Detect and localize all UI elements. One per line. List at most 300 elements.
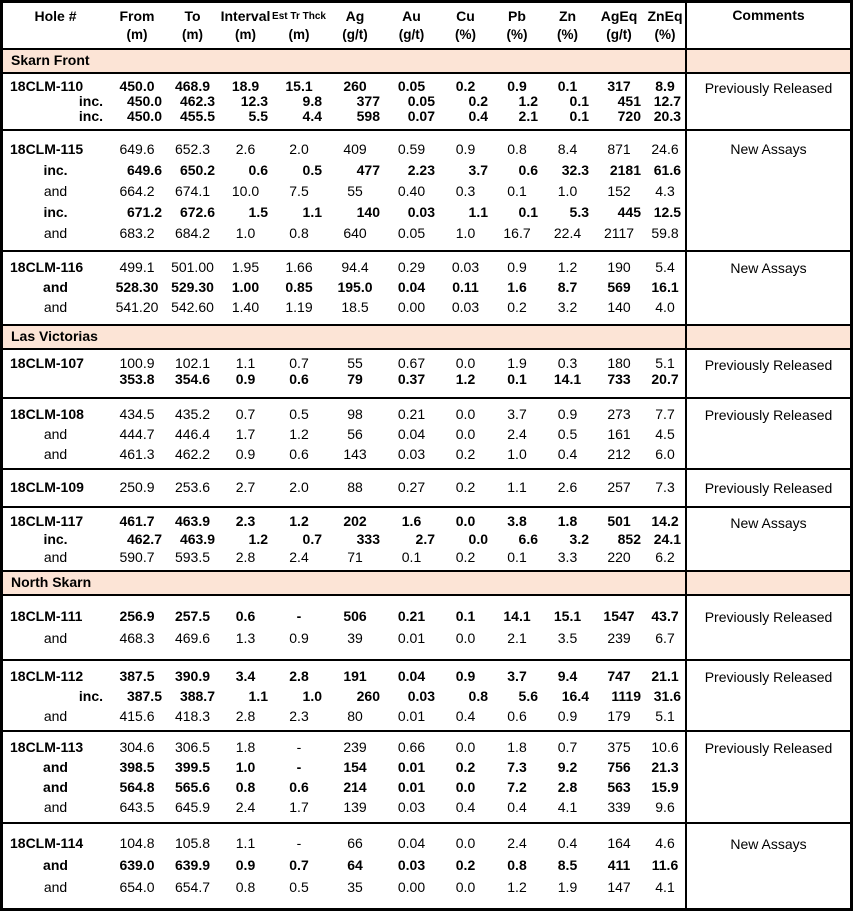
cell-est-tr-thck: 0.5 xyxy=(302,161,322,178)
cell-zn: 0.1 xyxy=(557,78,578,94)
cell-interval: 1.7 xyxy=(235,426,256,442)
hole-group-rows xyxy=(3,131,685,250)
cell-est-tr-thck: 0.8 xyxy=(289,224,309,241)
cell-from: 353.8 xyxy=(119,371,155,387)
cell-to: 388.7 xyxy=(179,688,215,704)
table-row xyxy=(3,832,685,854)
cell-ageq: 164 xyxy=(607,835,631,851)
cell-from: 444.7 xyxy=(119,426,155,442)
cell-ageq: 733 xyxy=(607,371,631,387)
cell-est-tr-thck: 2.8 xyxy=(289,668,309,684)
cell-to: 306.5 xyxy=(174,739,211,755)
cell-zn: 0.9 xyxy=(557,708,578,724)
cell-ageq: 212 xyxy=(607,446,631,462)
cell-interval: 1.00 xyxy=(231,279,260,295)
cell-interval: 10.0 xyxy=(231,182,260,199)
cell-zneq: 6.0 xyxy=(655,446,675,462)
cell-pb: 2.4 xyxy=(507,426,527,442)
cell-to: 674.1 xyxy=(174,182,211,199)
cell-ag: 477 xyxy=(356,161,380,178)
cell-interval: 1.1 xyxy=(235,355,256,371)
cell-interval: 1.5 xyxy=(248,203,268,220)
cell-cu: 0.0 xyxy=(455,426,476,442)
cell-est-tr-thck: 4.4 xyxy=(302,108,322,124)
cell-cu: 0.0 xyxy=(455,779,476,795)
cell-est-tr-thck: - xyxy=(296,759,302,775)
cell-ag: 598 xyxy=(356,108,380,124)
table-row xyxy=(3,201,685,222)
cell-ag: 94.4 xyxy=(341,259,369,275)
cell-ageq: 339 xyxy=(607,799,631,815)
hole-id: 18CLM-110 xyxy=(10,78,84,94)
cell-zn: 8.7 xyxy=(557,279,578,295)
cell-ag: 88 xyxy=(347,479,363,495)
cell-interval: 2.4 xyxy=(235,799,256,815)
cell-au: 0.04 xyxy=(397,279,426,295)
cell-est-tr-thck: 15.1 xyxy=(285,78,313,94)
hole-id: 18CLM-111 xyxy=(10,608,83,624)
cell-from: 639.0 xyxy=(119,857,155,873)
cell-zn: 2.6 xyxy=(557,479,578,495)
cell-from: 468.3 xyxy=(119,630,155,646)
table-row xyxy=(3,797,685,817)
table-row xyxy=(3,371,685,387)
cell-interval: 0.9 xyxy=(235,857,256,873)
cell-zneq: 7.7 xyxy=(655,406,675,422)
cell-interval: 0.6 xyxy=(248,161,268,178)
column-header-zneq xyxy=(645,3,685,48)
hole-id: 18CLM-113 xyxy=(10,739,84,755)
cell-from: 649.6 xyxy=(126,161,162,178)
cell-to: 455.5 xyxy=(179,108,215,124)
group-comment: Previously Released xyxy=(685,350,850,397)
cell-cu: 0.0 xyxy=(455,630,476,646)
cell-pb: 3.7 xyxy=(507,406,527,422)
cell-interval: 0.8 xyxy=(235,779,256,795)
cell-est-tr-thck: 0.9 xyxy=(289,630,309,646)
cell-from: 387.5 xyxy=(119,668,155,684)
cell-interval: 1.95 xyxy=(231,259,260,275)
cell-au: 0.04 xyxy=(397,426,426,442)
cell-ageq: 257 xyxy=(607,479,631,495)
cell-interval: 0.6 xyxy=(235,608,256,624)
cell-au: 0.21 xyxy=(397,406,426,422)
cell-from: 664.2 xyxy=(119,182,155,199)
cell-ageq: 220 xyxy=(607,549,631,565)
table-row xyxy=(3,686,685,706)
cell-zneq: 10.6 xyxy=(651,739,679,755)
cell-pb: 2.1 xyxy=(507,630,527,646)
hole-group-18clm-113 xyxy=(3,732,850,824)
column-header-from xyxy=(108,3,166,48)
table-row xyxy=(3,93,685,108)
table-row xyxy=(3,404,685,424)
hole-group-rows xyxy=(3,596,685,659)
cell-zneq: 12.7 xyxy=(653,93,681,109)
cell-cu: 0.2 xyxy=(468,93,488,109)
column-unit: (m) xyxy=(126,27,148,42)
hole-group-18clm-110 xyxy=(3,74,850,131)
cell-interval: 2.6 xyxy=(235,140,256,157)
cell-pb: 0.8 xyxy=(507,140,527,157)
cell-zn: 1.2 xyxy=(557,259,578,275)
cell-cu: 0.9 xyxy=(455,140,476,157)
hole-id: 18CLM-109 xyxy=(10,479,84,495)
cell-est-tr-thck: - xyxy=(296,835,302,851)
cell-ag: 409 xyxy=(343,140,367,157)
table-row xyxy=(3,530,685,548)
column-unit: (%) xyxy=(654,27,676,42)
column-label: Pb xyxy=(508,8,526,24)
cell-zneq: 4.6 xyxy=(655,835,675,851)
column-unit: (g/t) xyxy=(606,27,632,42)
group-comment: Previously Released xyxy=(685,661,850,730)
cell-pb: 1.2 xyxy=(507,879,527,895)
cell-zn: 9.2 xyxy=(557,759,578,775)
cell-to: 468.9 xyxy=(174,78,211,94)
cell-to: 105.8 xyxy=(174,835,211,851)
cell-au: 0.01 xyxy=(397,779,426,795)
column-header-to xyxy=(166,3,219,48)
table-row xyxy=(3,277,685,297)
hole-group-18clm-116 xyxy=(3,252,850,326)
cell-ageq: 152 xyxy=(607,182,631,199)
cell-pb: 1.9 xyxy=(507,355,527,371)
hole-group-rows xyxy=(3,470,685,506)
cell-zneq: 14.2 xyxy=(651,513,679,529)
cell-ag: 143 xyxy=(343,446,367,462)
cell-pb: 5.6 xyxy=(518,688,538,704)
cell-zneq: 43.7 xyxy=(651,608,679,624)
cell-au: 0.03 xyxy=(397,857,426,873)
hole-group-rows xyxy=(3,399,685,468)
cell-ag: 140 xyxy=(356,203,380,220)
cell-from: 304.6 xyxy=(119,739,155,755)
cell-from: 528.30 xyxy=(115,279,159,295)
cell-to: 593.5 xyxy=(174,549,211,565)
cell-zneq: 4.0 xyxy=(655,299,675,315)
cell-est-tr-thck: 0.7 xyxy=(289,355,309,371)
cell-est-tr-thck: 0.85 xyxy=(285,279,313,295)
cell-est-tr-thck: 9.8 xyxy=(302,93,322,109)
cell-ageq: 140 xyxy=(607,299,631,315)
cell-ag: 260 xyxy=(356,688,380,704)
cell-cu: 0.03 xyxy=(451,299,480,315)
cell-ag: 56 xyxy=(347,426,363,442)
cell-ag: 333 xyxy=(356,531,380,547)
cell-interval: 12.3 xyxy=(240,93,268,109)
cell-zn: 0.4 xyxy=(557,835,578,851)
row-prefix: and xyxy=(43,299,68,315)
cell-ag: 195.0 xyxy=(337,279,373,295)
cell-cu: 0.0 xyxy=(455,355,476,371)
cell-au: 0.03 xyxy=(407,688,435,704)
hole-id: 18CLM-114 xyxy=(10,835,84,851)
cell-pb: 0.1 xyxy=(507,182,527,199)
cell-au: 0.05 xyxy=(397,224,426,241)
column-unit: (m) xyxy=(235,27,256,42)
column-header-ag xyxy=(326,3,384,48)
table-row xyxy=(3,297,685,317)
column-headers xyxy=(3,3,685,48)
cell-ag: 39 xyxy=(347,630,363,646)
cell-cu: 0.0 xyxy=(468,531,488,547)
table-row xyxy=(3,854,685,876)
cell-interval: 1.3 xyxy=(235,630,256,646)
cell-au: 0.07 xyxy=(407,108,435,124)
cell-zn: 32.3 xyxy=(561,161,589,178)
hole-group-18clm-117 xyxy=(3,508,850,572)
cell-ag: 18.5 xyxy=(341,299,369,315)
group-comment: Previously Released xyxy=(685,399,850,468)
cell-pb: 1.1 xyxy=(507,479,527,495)
cell-ageq: 2181 xyxy=(609,161,641,178)
table-row xyxy=(3,706,685,726)
cell-est-tr-thck: 0.5 xyxy=(289,879,309,895)
cell-pb: 1.0 xyxy=(507,446,527,462)
column-label: Au xyxy=(402,8,421,24)
cell-to: 469.6 xyxy=(174,630,211,646)
cell-ageq: 720 xyxy=(617,108,641,124)
cell-zn: 8.5 xyxy=(557,857,578,873)
cell-est-tr-thck: 0.6 xyxy=(289,779,309,795)
cell-to: 652.3 xyxy=(174,140,211,157)
column-label: Est Tr Thck xyxy=(272,11,326,22)
cell-est-tr-thck: - xyxy=(296,608,302,624)
cell-zneq: 5.1 xyxy=(655,708,675,724)
row-prefix: inc. xyxy=(78,93,103,109)
row-prefix: and xyxy=(43,708,68,724)
hole-id: 18CLM-112 xyxy=(10,668,84,684)
cell-au: 0.04 xyxy=(397,835,426,851)
section-title: Skarn Front xyxy=(11,52,90,68)
cell-zneq: 4.1 xyxy=(655,879,675,895)
cell-cu: 0.3 xyxy=(455,182,476,199)
cell-au: 0.03 xyxy=(397,446,426,462)
cell-from: 462.7 xyxy=(126,531,162,547)
cell-est-tr-thck: 1.66 xyxy=(285,259,313,275)
cell-pb: 7.2 xyxy=(507,779,527,795)
cell-au: 0.05 xyxy=(397,78,426,94)
cell-au: 2.7 xyxy=(415,531,435,547)
cell-from: 450.0 xyxy=(126,108,162,124)
cell-zn: 3.5 xyxy=(557,630,578,646)
cell-to: 253.6 xyxy=(174,479,211,495)
column-label: ZnEq xyxy=(647,8,683,24)
row-prefix: and xyxy=(43,279,68,295)
row-prefix: inc. xyxy=(43,203,68,220)
cell-au: 0.05 xyxy=(407,93,435,109)
cell-cu: 0.2 xyxy=(455,446,476,462)
row-prefix: and xyxy=(43,759,68,775)
column-label: Hole # xyxy=(34,8,77,24)
cell-pb: 1.8 xyxy=(507,739,527,755)
hole-group-18clm-108 xyxy=(3,399,850,470)
hole-group-18clm-109 xyxy=(3,470,850,508)
row-prefix: and xyxy=(43,446,68,462)
cell-cu: 0.2 xyxy=(455,857,476,873)
cell-from: 100.9 xyxy=(119,355,155,371)
cell-from: 654.0 xyxy=(119,879,155,895)
cell-est-tr-thck: 7.5 xyxy=(289,182,309,199)
cell-est-tr-thck: 2.4 xyxy=(289,549,309,565)
table-row xyxy=(3,222,685,243)
cell-est-tr-thck: 2.0 xyxy=(289,479,309,495)
cell-pb: 2.4 xyxy=(507,835,527,851)
cell-from: 256.9 xyxy=(119,608,155,624)
cell-ageq: 1547 xyxy=(603,608,635,624)
cell-ag: 377 xyxy=(356,93,380,109)
cell-zn: 22.4 xyxy=(553,224,582,241)
column-label: Interval xyxy=(220,8,271,24)
cell-zn: 0.5 xyxy=(557,426,578,442)
cell-pb: 0.9 xyxy=(507,259,527,275)
cell-ageq: 179 xyxy=(607,708,631,724)
cell-from: 564.8 xyxy=(119,779,155,795)
table-row xyxy=(3,479,685,495)
cell-est-tr-thck: 1.0 xyxy=(302,688,322,704)
hole-group-rows xyxy=(3,824,685,908)
cell-from: 683.2 xyxy=(119,224,155,241)
cell-zneq: 11.6 xyxy=(651,857,679,873)
cell-est-tr-thck: - xyxy=(296,739,302,755)
cell-ag: 35 xyxy=(347,879,363,895)
cell-interval: 3.4 xyxy=(235,668,256,684)
cell-zn: 0.4 xyxy=(557,446,578,462)
cell-zn: 0.1 xyxy=(569,108,589,124)
cell-zn: 16.4 xyxy=(561,688,589,704)
hole-group-rows xyxy=(3,252,685,324)
group-comment: Previously Released xyxy=(685,732,850,822)
column-header-est-tr-thck xyxy=(272,3,326,48)
table-row xyxy=(3,444,685,464)
cell-interval: 1.8 xyxy=(235,739,256,755)
hole-id: 18CLM-107 xyxy=(10,355,84,371)
cell-cu: 0.4 xyxy=(468,108,488,124)
cell-to: 354.6 xyxy=(174,371,211,387)
table-row xyxy=(3,159,685,180)
cell-ag: 154 xyxy=(343,759,367,775)
row-prefix: and xyxy=(43,779,68,795)
row-prefix: inc. xyxy=(43,531,68,547)
cell-pb: 7.3 xyxy=(507,759,527,775)
cell-au: 0.67 xyxy=(397,355,426,371)
column-label: AgEq xyxy=(600,8,638,24)
cell-pb: 0.6 xyxy=(507,708,527,724)
cell-to: 446.4 xyxy=(174,426,211,442)
cell-interval: 0.8 xyxy=(235,879,256,895)
cell-cu: 0.11 xyxy=(452,279,479,295)
cell-au: 0.03 xyxy=(407,203,435,220)
group-comment: Previously Released xyxy=(685,470,850,506)
hole-id: 18CLM-117 xyxy=(10,513,84,529)
cell-zn: 3.2 xyxy=(569,531,589,547)
cell-cu: 0.0 xyxy=(455,835,476,851)
column-header-pb xyxy=(492,3,542,48)
section-header-skarn-front xyxy=(3,50,850,74)
cell-from: 461.7 xyxy=(119,513,155,529)
cell-ageq: 411 xyxy=(607,857,631,873)
cell-zneq: 12.5 xyxy=(653,203,681,220)
cell-from: 541.20 xyxy=(115,299,159,315)
cell-from: 643.5 xyxy=(119,799,155,815)
cell-zneq: 5.4 xyxy=(655,259,675,275)
column-header-cu xyxy=(439,3,492,48)
column-unit: (m) xyxy=(182,27,203,42)
cell-cu: 1.0 xyxy=(455,224,476,241)
cell-zneq: 20.7 xyxy=(651,371,679,387)
cell-est-tr-thck: 1.2 xyxy=(289,513,309,529)
cell-pb: 1.6 xyxy=(507,279,527,295)
cell-to: 672.6 xyxy=(179,203,215,220)
cell-cu: 0.2 xyxy=(455,479,476,495)
cell-est-tr-thck: 1.2 xyxy=(289,426,309,442)
cell-pb: 0.8 xyxy=(507,857,527,873)
cell-to: 390.9 xyxy=(174,668,211,684)
cell-ageq: 190 xyxy=(607,259,631,275)
cell-pb: 0.4 xyxy=(507,799,527,815)
cell-ag: 79 xyxy=(347,371,363,387)
cell-to: 542.60 xyxy=(171,299,214,315)
cell-zneq: 61.6 xyxy=(653,161,681,178)
hole-group-18clm-115 xyxy=(3,131,850,252)
cell-interval: 1.0 xyxy=(235,224,256,241)
cell-interval: 1.1 xyxy=(235,835,256,851)
cell-zneq: 4.5 xyxy=(655,426,675,442)
cell-ageq: 273 xyxy=(607,406,631,422)
cell-ageq: 445 xyxy=(617,203,641,220)
cell-est-tr-thck: 2.0 xyxy=(289,140,309,157)
cell-ag: 239 xyxy=(343,739,367,755)
cell-cu: 0.0 xyxy=(455,879,476,895)
cell-pb: 3.8 xyxy=(507,513,527,529)
cell-interval: 2.3 xyxy=(235,513,256,529)
cell-au: 0.1 xyxy=(401,549,422,565)
cell-au: 0.00 xyxy=(397,299,426,315)
cell-zneq: 4.3 xyxy=(655,182,675,199)
cell-to: 418.3 xyxy=(174,708,211,724)
cell-to: 565.6 xyxy=(174,779,211,795)
cell-cu: 0.2 xyxy=(455,549,476,565)
section-header-north-skarn xyxy=(3,572,850,596)
column-label: Ag xyxy=(345,8,365,24)
cell-est-tr-thck: 0.7 xyxy=(289,857,309,873)
cell-au: 0.03 xyxy=(397,799,426,815)
cell-ag: 506 xyxy=(343,608,367,624)
cell-zn: 0.1 xyxy=(569,93,589,109)
cell-ag: 260 xyxy=(343,78,367,94)
cell-cu: 1.1 xyxy=(468,203,488,220)
row-prefix: and xyxy=(43,426,68,442)
cell-from: 671.2 xyxy=(126,203,162,220)
cell-interval: 2.8 xyxy=(235,549,256,565)
table-row xyxy=(3,737,685,757)
hole-group-18clm-111 xyxy=(3,596,850,661)
cell-to: 463.9 xyxy=(179,531,215,547)
cell-pb: 0.1 xyxy=(507,371,527,387)
cell-pb: 6.6 xyxy=(518,531,538,547)
table-row xyxy=(3,605,685,627)
cell-ag: 66 xyxy=(347,835,363,851)
section-header-comments-cell xyxy=(685,326,850,348)
cell-zneq: 24.6 xyxy=(651,140,679,157)
cell-pb: 0.6 xyxy=(518,161,538,178)
cell-ag: 139 xyxy=(343,799,367,815)
cell-interval: 0.7 xyxy=(235,406,256,422)
hole-group-rows xyxy=(3,350,685,397)
cell-ageq: 1119 xyxy=(611,688,641,704)
cell-ageq: 180 xyxy=(607,355,631,371)
